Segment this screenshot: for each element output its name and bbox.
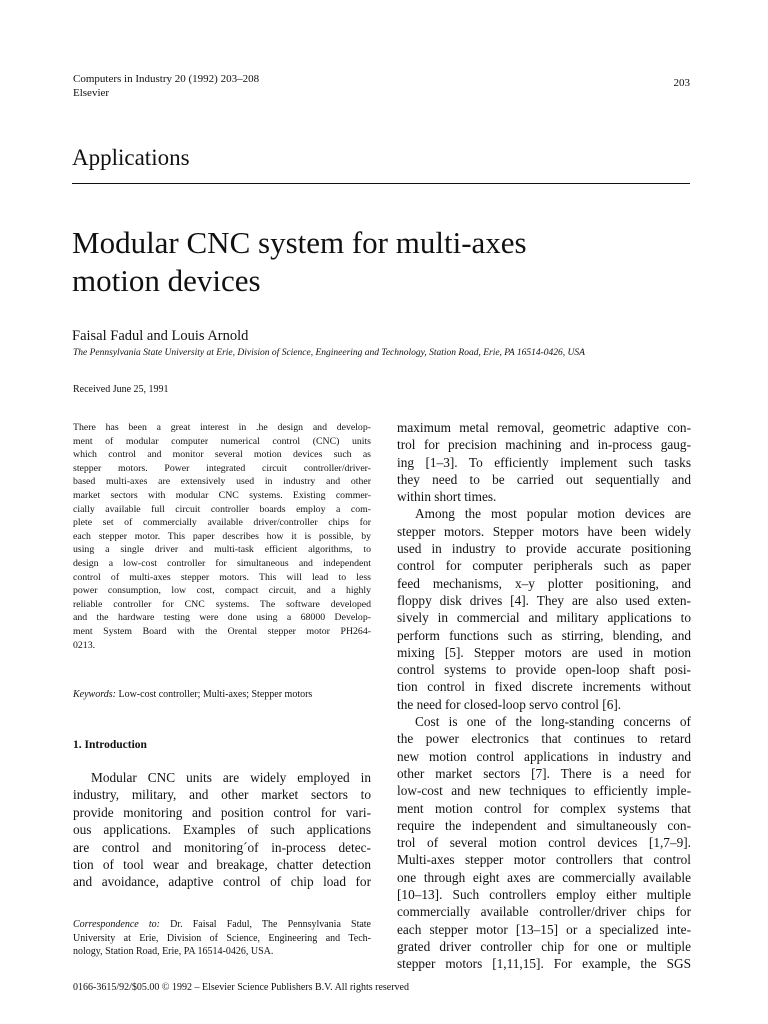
body-line: sively in commercial and military applications to bbox=[397, 610, 691, 626]
author-affiliation: The Pennsylvania State University at Erie, Division of Science, Engineering and Technology, Station Road, Erie, PA 16514-0426, USA bbox=[73, 348, 585, 358]
section-heading-introduction: 1. Introduction bbox=[73, 739, 147, 751]
body-line: low-cost and new techniques to efficiently imple- bbox=[397, 783, 691, 799]
paper-title bbox=[72, 224, 692, 300]
correspondence-line bbox=[73, 918, 371, 932]
abstract-line: market sectors with modular CNC systems. Existing commer- bbox=[73, 489, 371, 501]
author-list: Faisal Fadul and Louis Arnold bbox=[72, 328, 249, 344]
body-line: control for computer peripherals such as paper bbox=[397, 558, 691, 574]
body-line: commercially available controller/driver chips for bbox=[397, 904, 691, 920]
body-line: are control and monitoring´of in-process detec- bbox=[73, 839, 371, 855]
abstract bbox=[73, 421, 371, 652]
body-line: ous applications. Examples of such applications bbox=[73, 822, 371, 838]
body-line: ment motion control for complex systems that bbox=[397, 800, 691, 816]
copyright-footer: 0166-3615/92/$05.00 © 1992 – Elsevier Science Publishers B.V. All rights reserved bbox=[73, 982, 409, 993]
keywords bbox=[73, 688, 371, 701]
body-line: provide monitoring and position control for vari- bbox=[73, 804, 371, 820]
abstract-line: using a single driver and multi-task efficient algorithms, to bbox=[73, 544, 371, 556]
correspondence-note bbox=[73, 918, 371, 959]
correspondence-text: Dr. Faisal Fadul, The Pennsylvania State bbox=[170, 919, 371, 930]
abstract-line: design a low-cost controller for simultaneous and independent bbox=[73, 557, 371, 569]
abstract-line: There has been a great interest in .he design and develop- bbox=[73, 422, 371, 433]
body-line: mixing [5]. Stepper motors are used in motion bbox=[397, 644, 691, 660]
body-line: one through eight axes are commercially available bbox=[397, 869, 691, 885]
body-line: the need for closed-loop servo control [6]. bbox=[397, 696, 622, 712]
publisher-name: Elsevier bbox=[73, 87, 110, 99]
abstract-line: reliable controller for CNC systems. The software developed bbox=[73, 598, 371, 610]
body-line: [10–13]. Such controllers employ either multiple bbox=[397, 887, 691, 903]
keywords-text: Low-cost controller; Multi-axes; Stepper motors bbox=[118, 689, 313, 700]
keywords-label: Keywords: bbox=[73, 689, 116, 700]
body-line: Multi-axes stepper motor controllers that control bbox=[397, 852, 691, 868]
body-line: used in industry to provide accurate positioning bbox=[397, 541, 691, 557]
paper-title-line-1: Modular CNC system for multi-axes bbox=[72, 225, 527, 260]
abstract-line: power consumption, low cost, compact circuit, and a highly bbox=[73, 585, 371, 597]
correspondence-label: Correspondence to: bbox=[73, 919, 160, 930]
body-line: stepper motors [1,11,15]. For example, the SGS bbox=[397, 956, 691, 972]
body-line: and avoidance, adaptive control of chip load for bbox=[73, 874, 371, 890]
abstract-line: control of multi-axes stepper motors. This will lead to less bbox=[73, 571, 371, 583]
body-line: new motion control applications in industry and bbox=[397, 748, 691, 764]
body-line: control systems to provide open-loop shaft posi- bbox=[397, 662, 691, 678]
abstract-line: plete set of commercially available driver/controller chips for bbox=[73, 517, 371, 529]
body-line: other market sectors [7]. There is a need for bbox=[397, 765, 691, 781]
correspondence-line: University at Erie, Division of Science, Engineering and Tech- bbox=[73, 932, 371, 944]
journal-citation bbox=[73, 72, 259, 100]
section-label: Applications bbox=[72, 145, 190, 170]
body-line: stepper motors. Stepper motors have been widely bbox=[397, 523, 691, 539]
abstract-line: ment System Board with the Orental stepper motor PH264- bbox=[73, 625, 371, 637]
paper-title-line-2: motion devices bbox=[72, 263, 261, 298]
abstract-line: each stepper motor. This paper describes how it is possible, by bbox=[73, 530, 371, 542]
received-date: Received June 25, 1991 bbox=[73, 384, 169, 395]
body-line: ing [1–3]. To efficiently implement such tasks bbox=[397, 454, 691, 470]
introduction-body bbox=[73, 769, 371, 891]
section-divider bbox=[72, 183, 690, 184]
body-line: trol for precision machining and in-process gaug- bbox=[397, 437, 691, 453]
correspondence-line: nology, Station Road, Erie, PA 16514-0426, USA. bbox=[73, 946, 274, 958]
body-line: tion of tool wear and breakage, chatter detection bbox=[73, 857, 371, 873]
abstract-line: which control and monitor several motion devices such as bbox=[73, 449, 371, 461]
body-line: Cost is one of the long-standing concerns of bbox=[415, 714, 691, 730]
body-line: Among the most popular motion devices are bbox=[415, 506, 691, 522]
body-line: feed mechanisms, x–y plotter positioning, and bbox=[397, 575, 691, 591]
abstract-line: 0213. bbox=[73, 639, 96, 651]
abstract-line: cially available full circuit controller boards employ a com- bbox=[73, 503, 371, 515]
body-line: each stepper motor [13–15] or a specialized inte- bbox=[397, 921, 691, 937]
abstract-line: and the hardware testing were done using a 68000 Develop- bbox=[73, 612, 371, 624]
body-line: perform functions such as stirring, blending, and bbox=[397, 627, 691, 643]
body-line: floppy disk drives [4]. They are also used exten- bbox=[397, 592, 691, 608]
body-line: within short times. bbox=[397, 489, 497, 505]
body-line: Modular CNC units are widely employed in bbox=[91, 770, 371, 785]
body-line: tion control in fixed discrete increments without bbox=[397, 679, 691, 695]
page-number: 203 bbox=[673, 77, 690, 89]
abstract-line: based multi-axes are extensively used in industry and other bbox=[73, 476, 371, 488]
body-line: trol of several motion control devices [1,7–9]. bbox=[397, 835, 691, 851]
body-line: require the independent and simultaneously con- bbox=[397, 817, 691, 833]
body-line: they need to be carried out sequentially and bbox=[397, 471, 691, 487]
journal-citation-line: Computers in Industry 20 (1992) 203–208 bbox=[73, 73, 260, 85]
abstract-line: stepper motors. Power integrated circuit controller/driver- bbox=[73, 462, 371, 474]
body-line: industry, military, and other market sectors to bbox=[73, 787, 371, 803]
body-line: maximum metal removal, geometric adaptive con- bbox=[397, 420, 691, 435]
body-line: the power electronics that continues to retard bbox=[397, 731, 691, 747]
abstract-line: ment of modular computer numerical control (CNC) units bbox=[73, 435, 371, 447]
right-column-body bbox=[397, 419, 691, 973]
body-line: grated driver controller chip for one or multiple bbox=[397, 938, 691, 954]
